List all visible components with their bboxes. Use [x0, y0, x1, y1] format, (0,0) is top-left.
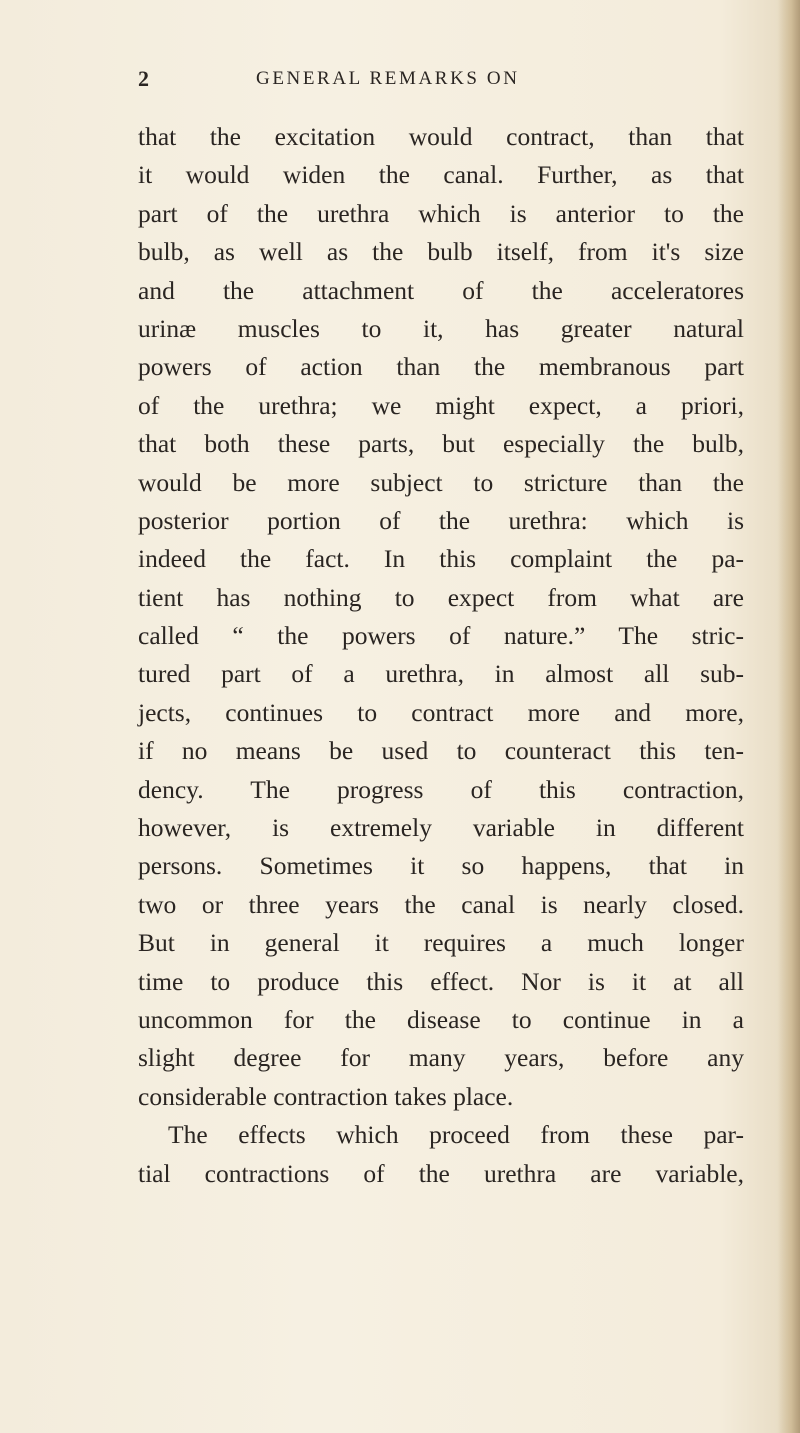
- text-line: called “ the powers of nature.” The stric-: [138, 621, 744, 651]
- text-line: would be more subject to stricture than the: [138, 467, 744, 497]
- text-line: however, is extremely variable in different: [138, 813, 744, 843]
- text-line: tient has nothing to expect from what are: [138, 582, 744, 612]
- text-line: But in general it requires a much longer: [138, 928, 744, 958]
- page-edge-shadow: [778, 0, 800, 1433]
- text-line: urinæ muscles to it, has greater natural: [138, 313, 744, 343]
- text-line: powers of action than the membranous part: [138, 352, 744, 382]
- text-line: that both these parts, but especially the bulb,: [138, 429, 744, 459]
- body-text: [138, 118, 744, 1193]
- text-line: if no means be used to counteract this ten-: [138, 736, 744, 766]
- page-number: 2: [138, 66, 150, 91]
- text-line: indeed the fact. In this complaint the pa-: [138, 544, 744, 574]
- text-line: it would widen the canal. Further, as that: [138, 160, 744, 190]
- text-line: posterior portion of the urethra: which is: [138, 505, 744, 535]
- text-line: two or three years the canal is nearly closed.: [138, 889, 744, 919]
- text-line: persons. Sometimes it so happens, that in: [138, 851, 744, 881]
- text-line: The effects which proceed from these par-: [168, 1120, 744, 1150]
- text-line: slight degree for many years, before any: [138, 1043, 744, 1073]
- running-title: GENERAL REMARKS ON: [256, 68, 520, 89]
- text-line: dency. The progress of this contraction,: [138, 774, 744, 804]
- text-line: bulb, as well as the bulb itself, from it's size: [138, 237, 744, 267]
- text-line: and the attachment of the acceleratores: [138, 275, 744, 305]
- text-line: time to produce this effect. Nor is it at all: [138, 966, 744, 996]
- text-line: of the urethra; we might expect, a priori,: [138, 390, 744, 420]
- running-head: [138, 66, 738, 96]
- text-line: jects, continues to contract more and more,: [138, 697, 744, 727]
- text-line: part of the urethra which is anterior to the: [138, 198, 744, 228]
- text-line: tured part of a urethra, in almost all sub-: [138, 659, 744, 689]
- text-line: tial contractions of the urethra are variable,: [138, 1158, 744, 1188]
- text-line: uncommon for the disease to continue in a: [138, 1004, 744, 1034]
- text-line: that the excitation would contract, than that: [138, 122, 744, 151]
- text-line: considerable contraction takes place.: [138, 1081, 514, 1111]
